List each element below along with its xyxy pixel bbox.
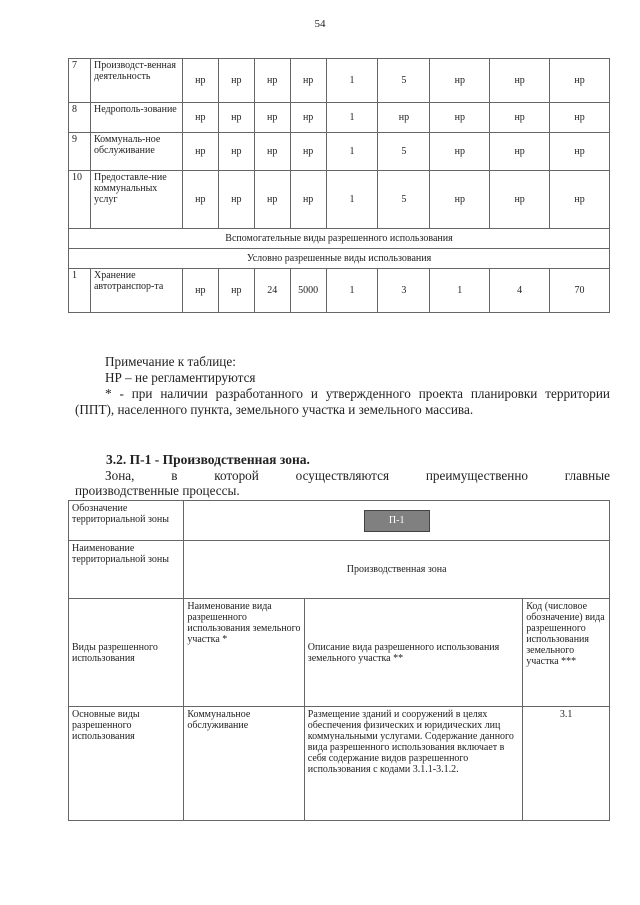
row-value: нр bbox=[378, 103, 430, 133]
row-value: нр bbox=[550, 103, 610, 133]
regulation-table-body bbox=[69, 59, 610, 313]
row-value: нр bbox=[550, 59, 610, 103]
intro-word: которой bbox=[214, 468, 259, 483]
row-value: нр bbox=[182, 133, 218, 171]
row-value: нр bbox=[218, 133, 254, 171]
col-desc-header: Описание вида разрешенного использования земельного участка ** bbox=[304, 599, 522, 707]
row-type: Основные виды разрешенного использования bbox=[69, 707, 184, 821]
row-value: нр bbox=[430, 59, 490, 103]
row-value: нр bbox=[254, 133, 290, 171]
row-value: нр bbox=[182, 171, 218, 229]
table-row bbox=[69, 269, 610, 313]
notes-title: Примечание к таблице: bbox=[105, 354, 236, 369]
table-row bbox=[69, 171, 610, 229]
row-value: нр bbox=[290, 103, 326, 133]
row-number: 10 bbox=[69, 171, 91, 229]
row-name: Производст-венная деятельность bbox=[90, 59, 182, 103]
row-value: 3 bbox=[378, 269, 430, 313]
row-value: 70 bbox=[550, 269, 610, 313]
row-value: 5 bbox=[378, 59, 430, 103]
row-value: нр bbox=[254, 103, 290, 133]
row-value: нр bbox=[430, 133, 490, 171]
designation-label: Обозначение территориальной зоны bbox=[69, 501, 184, 541]
intro-word: в bbox=[171, 468, 178, 483]
section-intro-line2: производственные процессы. bbox=[75, 483, 240, 498]
col-code-header: Код (числовое обозначение) вида разрешенного использования земельного участка *** bbox=[523, 599, 610, 707]
table-section-row bbox=[69, 249, 610, 269]
row-name: Коммуналь-ное обслуживание bbox=[90, 133, 182, 171]
row-name: Предоставле-ние коммунальных услуг bbox=[90, 171, 182, 229]
intro-word: осуществляются bbox=[295, 468, 390, 483]
row-value: нр bbox=[430, 171, 490, 229]
row-code: 3.1 bbox=[523, 707, 610, 821]
regulation-table bbox=[68, 58, 610, 313]
row-value: нр bbox=[254, 59, 290, 103]
table-section-row bbox=[69, 229, 610, 249]
col-types-header: Виды разрешенного использования bbox=[69, 599, 184, 707]
section-intro bbox=[75, 468, 610, 498]
zone-table bbox=[68, 500, 610, 821]
row-value: нр bbox=[550, 171, 610, 229]
row-value: нр bbox=[218, 171, 254, 229]
row-value: нр bbox=[490, 133, 550, 171]
table-row bbox=[69, 103, 610, 133]
name-label: Наименование территориальной зоны bbox=[69, 541, 184, 599]
row-value: нр bbox=[550, 133, 610, 171]
row-value: нр bbox=[182, 59, 218, 103]
auxiliary-uses-header: Вспомогательные виды разрешенного использования bbox=[69, 229, 610, 249]
intro-word: преимущественно bbox=[425, 468, 528, 483]
row-number: 7 bbox=[69, 59, 91, 103]
conditional-uses-header: Условно разрешенные виды использования bbox=[69, 249, 610, 269]
row-value: нр bbox=[430, 103, 490, 133]
row-number: 9 bbox=[69, 133, 91, 171]
row-name: Недрополь-зование bbox=[90, 103, 182, 133]
row-value: 24 bbox=[254, 269, 290, 313]
notes-nr: НР – не регламентируются bbox=[105, 370, 256, 385]
row-value: нр bbox=[290, 133, 326, 171]
section-heading: 3.2. П-1 - Производственная зона. bbox=[106, 452, 310, 467]
row-value: нр bbox=[290, 59, 326, 103]
row-value: нр bbox=[182, 103, 218, 133]
row-value: нр bbox=[254, 171, 290, 229]
row-value: 5 bbox=[378, 171, 430, 229]
table-row bbox=[69, 59, 610, 103]
row-value: нр bbox=[218, 59, 254, 103]
row-value: 1 bbox=[326, 171, 378, 229]
row-number: 8 bbox=[69, 103, 91, 133]
row-desc: Размещение зданий и сооружений в целях обеспечения физических и юридических лиц коммунальными услугами. Содержание данного вида разрешенного использования включает в себя содержание видов разрешенного использования с кодами 3.1.1-3.1.2. bbox=[304, 707, 522, 821]
row-value: нр bbox=[218, 269, 254, 313]
row-value: нр bbox=[290, 171, 326, 229]
row-name: Хранение автотранспор-та bbox=[90, 269, 182, 313]
row-value: 1 bbox=[430, 269, 490, 313]
row-value: нр bbox=[490, 59, 550, 103]
section-intro-line1 bbox=[75, 468, 610, 483]
page-number: 54 bbox=[314, 18, 326, 30]
zone-code-badge: П-1 bbox=[364, 510, 430, 532]
row-value: нр bbox=[218, 103, 254, 133]
intro-word: Зона, bbox=[105, 468, 135, 483]
row-value: нр bbox=[490, 171, 550, 229]
row-value: 5000 bbox=[290, 269, 326, 313]
row-value: 1 bbox=[326, 133, 378, 171]
row-value: 5 bbox=[378, 133, 430, 171]
notes-star: * - при наличии разработанного и утвержденного проекта планировки территории (ППТ), населенного пункта, земельного участка и земельного массива. bbox=[75, 386, 610, 417]
col-name-header: Наименование вида разрешенного использования земельного участка * bbox=[184, 599, 304, 707]
table-row bbox=[69, 133, 610, 171]
row-value: 1 bbox=[326, 59, 378, 103]
intro-word: главные bbox=[564, 468, 610, 483]
row-value: нр bbox=[182, 269, 218, 313]
row-value: 1 bbox=[326, 269, 378, 313]
name-value: Производственная зона bbox=[184, 541, 610, 599]
row-value: 1 bbox=[326, 103, 378, 133]
row-name: Коммунальное обслуживание bbox=[184, 707, 304, 821]
designation-value-cell bbox=[184, 501, 610, 541]
row-value: нр bbox=[490, 103, 550, 133]
row-value: 4 bbox=[490, 269, 550, 313]
row-number: 1 bbox=[69, 269, 91, 313]
table-notes bbox=[75, 354, 610, 418]
